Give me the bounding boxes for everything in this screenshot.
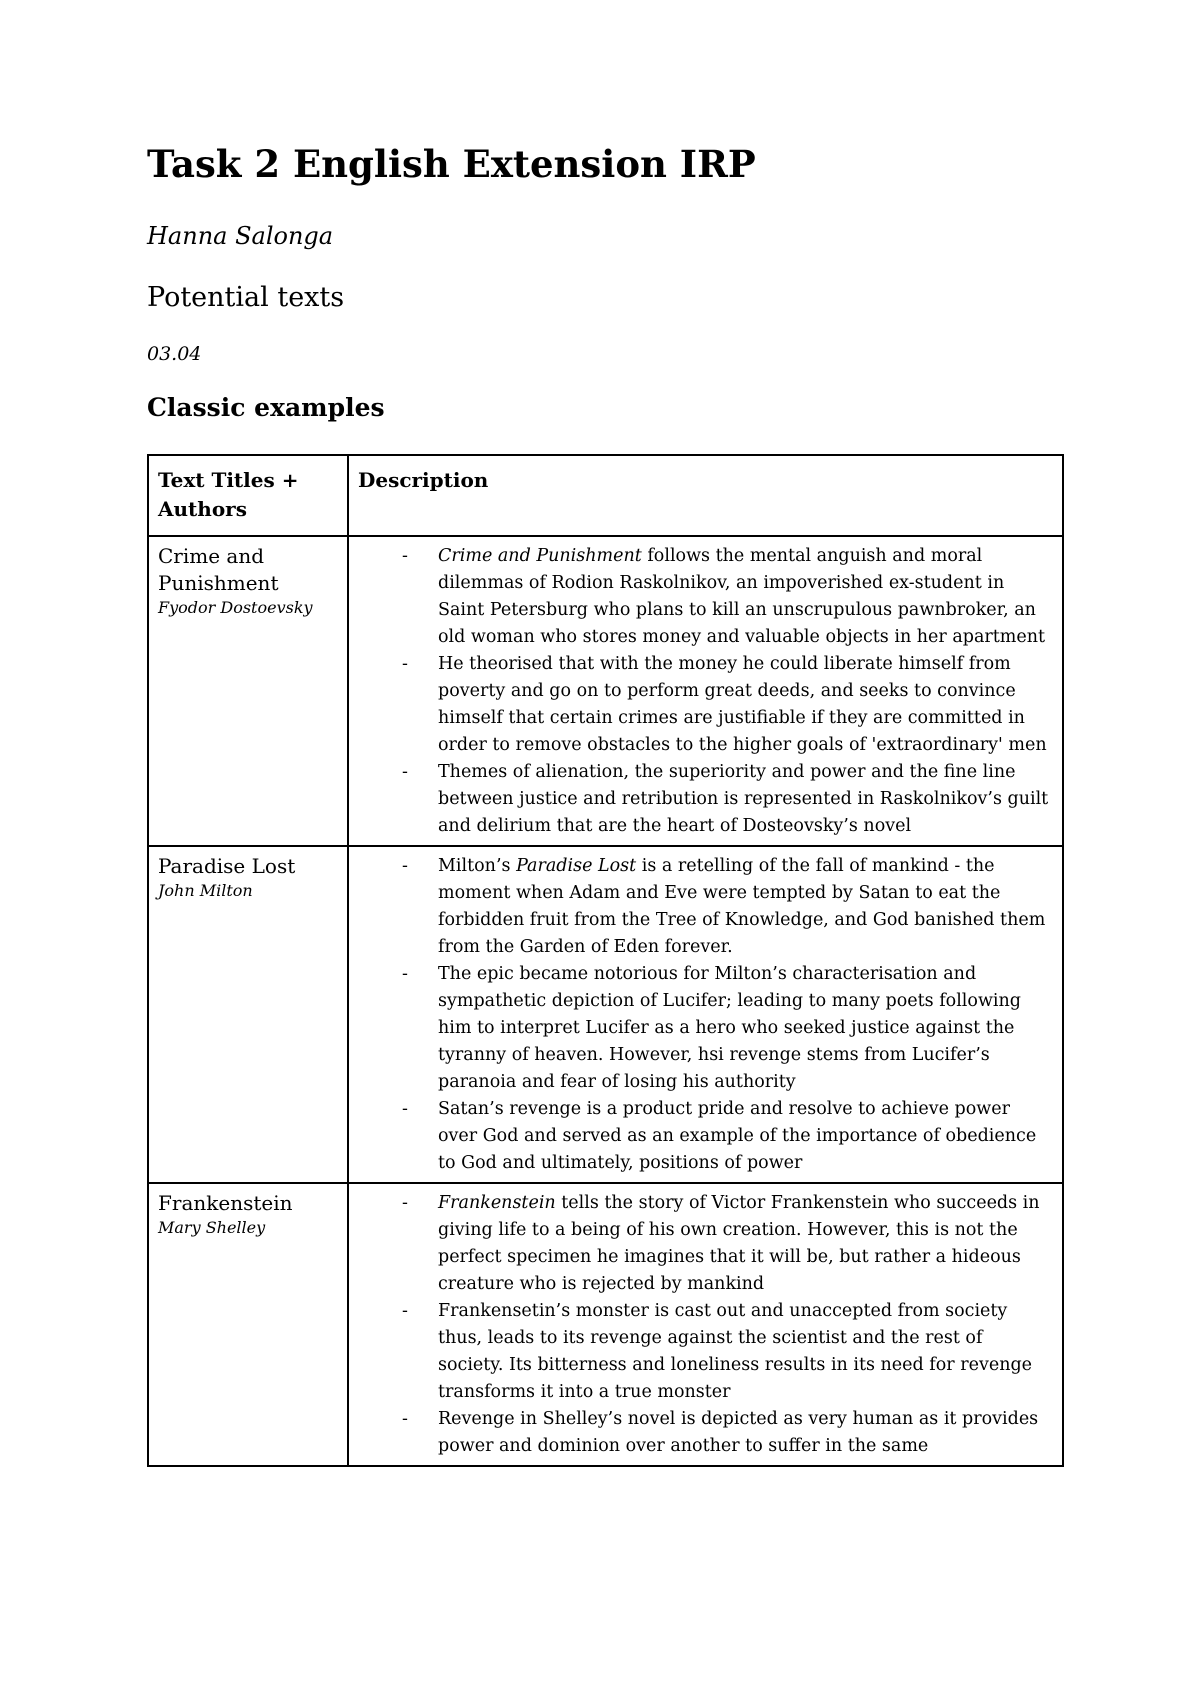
description-list [358,543,1053,840]
description-point [402,1298,1053,1406]
section-subtitle: Potential texts [147,282,345,313]
point-italic: Crime and Punishment [438,546,642,566]
document-title: Task 2 English Extension IRP [147,142,756,186]
point-text: He theorised that with the money he could liberate himself from poverty and go on to perform great deeds, and seeks to convince himself that certain crimes are justifiable if they are committed in order to remove obstacles to the higher goals of 'extraordinary' men [438,654,1047,755]
description-point [402,1190,1053,1298]
table-row [148,846,1063,1183]
table-header-row [148,455,1063,536]
bullet-dash: - [402,1193,408,1213]
text-title: Crime and Punishment [158,544,279,595]
text-author: Fyodor Dostoevsky [158,598,313,617]
description-point [402,853,1053,961]
point-text: Satan’s revenge is a product pride and resolve to achieve power over God and served as an example of the importance of obedience to God and ultimately, positions of power [438,1099,1037,1173]
text-cell [148,536,348,846]
description-cell [348,536,1063,846]
date-label: 03.04 [147,343,202,365]
description-cell [348,1183,1063,1466]
description-point [402,651,1053,759]
table-row [148,536,1063,846]
bullet-dash: - [402,1099,408,1119]
point-text: Frankensetin’s monster is cast out and unaccepted from society thus, leads to its revenge against the scientist and the rest of society. Its bitterness and loneliness results in its need for revenge transforms it into a true monster [438,1301,1033,1402]
point-text: Themes of alienation, the superiority and power and the fine line between justice and retribution is represented in Raskolnikov’s guilt and delirium that are the heart of Dosteovsky’s novel [438,762,1049,836]
header-titles-authors: Text Titles + Authors [148,455,348,536]
description-cell [348,846,1063,1183]
description-point [402,1096,1053,1177]
bullet-dash: - [402,762,408,782]
section-heading: Classic examples [147,393,385,422]
table-row [148,1183,1063,1466]
author-name: Hanna Salonga [147,222,334,250]
description-list [358,853,1053,1177]
text-author: Mary Shelley [158,1218,266,1237]
description-point [402,759,1053,840]
text-cell [148,846,348,1183]
bullet-dash: - [402,1409,408,1429]
text-author: John Milton [158,881,253,900]
text-cell [148,1183,348,1466]
point-italic: Frankenstein [438,1193,556,1213]
point-text: is a retelling of the fall of mankind - the moment when Adam and Eve were tempted by Satan to eat the forbidden fruit from the Tree of Knowledge, and God banished them from the Garden of Eden forever. [438,856,1046,957]
description-point [402,1406,1053,1460]
point-italic: Paradise Lost [516,856,637,876]
description-point [402,543,1053,651]
point-text: follows the mental anguish and moral dilemmas of Rodion Raskolnikov, an impoverished ex-student in Saint Petersburg who plans to kill an unscrupulous pawnbroker, an old woman who stores money and valuable objects in her apartment [438,546,1046,647]
point-text: tells the story of Victor Frankenstein who succeeds in giving life to a being of his own creation. However, this is not the perfect specimen he imagines that it will be, but rather a hideous creature who is rejected by mankind [438,1193,1040,1294]
text-title: Frankenstein [158,1191,293,1215]
bullet-dash: - [402,654,408,674]
bullet-dash: - [402,964,408,984]
bullet-dash: - [402,546,408,566]
point-text: Revenge in Shelley’s novel is depicted as very human as it provides power and dominion over another to suffer in the same [438,1409,1039,1456]
texts-table [147,454,1064,1467]
bullet-dash: - [402,856,408,876]
point-prefix: Milton’s [438,856,517,876]
text-title: Paradise Lost [158,854,296,878]
bullet-dash: - [402,1301,408,1321]
description-list [358,1190,1053,1460]
header-description: Description [348,455,1063,536]
point-text: The epic became notorious for Milton’s characterisation and sympathetic depiction of Lucifer; leading to many poets following him to interpret Lucifer as a hero who seeked justice against the tyranny of heaven. However, hsi revenge stems from Lucifer’s paranoia and fear of losing his authority [438,964,1021,1092]
description-point [402,961,1053,1096]
